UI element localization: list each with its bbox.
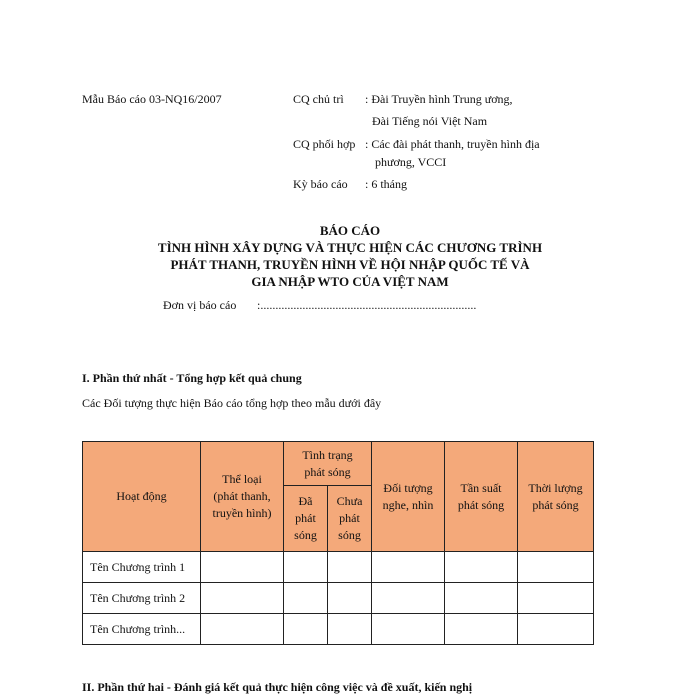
host-agency-label: CQ chủ trì [293,92,344,106]
coop-agency-value-2: phương, VCCI [375,155,447,169]
table-row [83,583,594,614]
summary-table [82,441,594,645]
table-cell [328,583,372,614]
section-2-heading: II. Phần thứ hai - Đánh giá kết quả thực hiện công việc và đề xuất, kiến nghị [82,680,473,694]
col-header-duration: Thời lượng phát sóng [518,442,594,552]
report-period-label: Kỳ báo cáo [293,177,348,191]
host-agency-value-1: : Đài Truyền hình Trung ương, [365,92,513,106]
table-cell [284,614,328,645]
section-1-intro: Các Đối tượng thực hiện Báo cáo tổng hợp theo mẫu dưới đây [82,396,382,410]
program-name-cell: Tên Chương trình... [83,614,201,645]
coop-agency-label: CQ phối hợp [293,137,356,151]
table-cell [201,614,284,645]
col-header-broadcast-status: Tình trạng phát sóng [284,442,372,486]
col-header-aired: Đã phát sóng [284,486,328,552]
table-cell [518,614,594,645]
table-cell [372,552,445,583]
program-name-cell: Tên Chương trình 1 [83,552,201,583]
form-code: Mẫu Báo cáo 03-NQ16/2007 [82,92,222,106]
host-agency-value-2: Đài Tiếng nói Việt Nam [372,114,488,128]
program-name-cell: Tên Chương trình 2 [83,583,201,614]
table-cell [518,583,594,614]
report-period-value: : 6 tháng [365,177,407,191]
table-cell [201,583,284,614]
table-cell [284,552,328,583]
section-1-heading: I. Phần thứ nhất - Tổng hợp kết quả chung [82,371,302,385]
col-header-not-aired: Chưa phát sóng [328,486,372,552]
table-row [83,552,594,583]
table-cell [518,552,594,583]
reporting-unit-label: Đơn vị báo cáo [163,298,237,312]
table-cell [284,583,328,614]
reporting-unit-value: :........................................................................ [257,298,477,312]
table-cell [445,614,518,645]
col-header-activity: Hoạt động [83,442,201,552]
report-subtitle-line-2: PHÁT THANH, TRUYỀN HÌNH VỀ HỘI NHẬP QUỐC TẾ VÀ [170,257,530,272]
table-cell [445,552,518,583]
table-cell [328,614,372,645]
table-cell [372,614,445,645]
table-cell [372,583,445,614]
report-subtitle-line-3: GIA NHẬP WTO CỦA VIỆT NAM [251,274,449,289]
report-title: BÁO CÁO [319,223,381,238]
table-cell [201,552,284,583]
table-cell [445,583,518,614]
col-header-genre: Thể loại (phát thanh, truyền hình) [201,442,284,552]
table-cell [328,552,372,583]
col-header-audience: Đối tượng nghe, nhìn [372,442,445,552]
col-header-frequency: Tần suất phát sóng [445,442,518,552]
table-row [83,614,594,645]
coop-agency-value-1: : Các đài phát thanh, truyền hình địa [365,137,540,151]
report-subtitle-line-1: TÌNH HÌNH XÂY DỰNG VÀ THỰC HIỆN CÁC CHƯƠNG TRÌNH [157,240,543,255]
